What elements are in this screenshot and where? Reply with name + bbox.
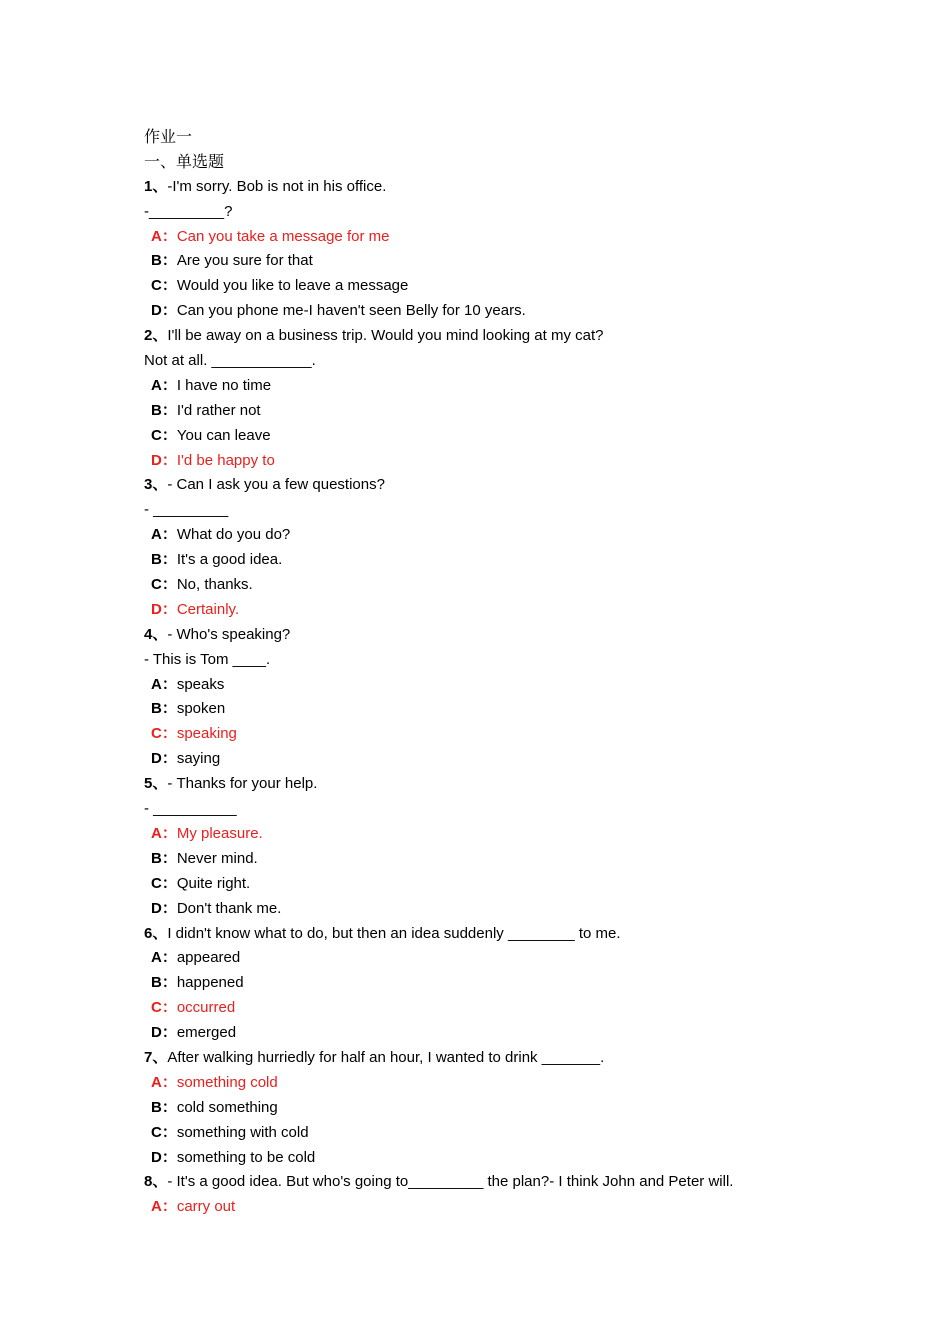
document-page: [144, 125, 844, 1220]
option-text: Are you sure for that: [176, 252, 313, 270]
answer-option: [144, 374, 844, 399]
question-number: 4、: [144, 625, 168, 643]
option-text: I'd be happy to: [176, 451, 275, 469]
option-text: carry out: [176, 1198, 236, 1216]
option-letter: B：: [151, 401, 177, 419]
question-stem: [144, 623, 844, 648]
option-text: appeared: [176, 949, 241, 967]
option-text: Never mind.: [176, 849, 258, 867]
option-text: My pleasure.: [176, 824, 263, 842]
option-text: It's a good idea.: [176, 551, 283, 569]
option-text: saying: [176, 750, 221, 768]
answer-option: [144, 822, 844, 847]
answer-option: [144, 996, 844, 1021]
option-letter: D：: [151, 600, 177, 618]
question-text: -_________?: [144, 202, 233, 220]
option-text: something to be cold: [176, 1148, 316, 1166]
answer-option: [144, 449, 844, 474]
answer-option: [144, 299, 844, 324]
answer-option: [144, 225, 844, 250]
option-text: speaking: [176, 725, 237, 743]
option-text: something with cold: [176, 1123, 309, 1141]
option-text: speaks: [176, 675, 225, 693]
option-letter: C：: [151, 999, 177, 1017]
answer-option: [144, 946, 844, 971]
question-text: -I'm sorry. Bob is not in his office.: [167, 177, 387, 195]
document-title: 作业一: [144, 127, 193, 146]
option-letter: A：: [151, 824, 177, 842]
question-stem-continued: [144, 200, 844, 225]
option-letter: D：: [151, 899, 177, 917]
question-text: After walking hurriedly for half an hour, I wanted to drink _______.: [167, 1048, 605, 1066]
option-letter: B：: [151, 974, 177, 992]
option-letter: C：: [151, 576, 177, 594]
answer-option: [144, 1121, 844, 1146]
option-letter: B：: [151, 700, 177, 718]
question-number: 3、: [144, 476, 168, 494]
answer-option: [144, 598, 844, 623]
option-text: Can you phone me-I haven't seen Belly for 10 years.: [176, 302, 526, 320]
option-text: I'd rather not: [176, 401, 261, 419]
question-text: - Who's speaking?: [167, 625, 291, 643]
option-text: Would you like to leave a message: [176, 277, 409, 295]
option-letter: A：: [151, 1198, 177, 1216]
answer-option: [144, 1195, 844, 1220]
option-text: something cold: [176, 1073, 278, 1091]
answer-option: [144, 971, 844, 996]
option-text: spoken: [176, 700, 226, 718]
option-text: No, thanks.: [176, 576, 253, 594]
answer-option: [144, 1096, 844, 1121]
question-stem: [144, 175, 844, 200]
option-letter: B：: [151, 1098, 177, 1116]
option-letter: A：: [151, 675, 177, 693]
option-letter: C：: [151, 1123, 177, 1141]
question-stem: [144, 324, 844, 349]
question-4: [144, 623, 844, 772]
question-stem: [144, 1046, 844, 1071]
answer-option: [144, 399, 844, 424]
question-7: [144, 1046, 844, 1170]
option-text: Can you take a message for me: [176, 227, 390, 245]
question-text: - It's a good idea. But who's going to_________ the plan?- I think John and Peter will.: [167, 1173, 734, 1191]
option-letter: A：: [151, 949, 177, 967]
question-number: 1、: [144, 177, 168, 195]
option-letter: A：: [151, 227, 177, 245]
question-stem-continued: [144, 797, 844, 822]
section-heading: 一、单选题: [144, 151, 225, 171]
answer-option: [144, 897, 844, 922]
question-text: - Can I ask you a few questions?: [167, 476, 385, 494]
answer-option: [144, 573, 844, 598]
option-letter: C：: [151, 725, 177, 743]
option-text: emerged: [176, 1024, 237, 1042]
answer-option: [144, 697, 844, 722]
answer-option: [144, 722, 844, 747]
option-text: You can leave: [176, 426, 271, 444]
option-letter: A：: [151, 526, 177, 544]
question-stem-continued: [144, 648, 844, 673]
question-number: 5、: [144, 775, 168, 793]
option-text: occurred: [176, 999, 236, 1017]
question-stem: [144, 473, 844, 498]
answer-option: [144, 249, 844, 274]
question-number: 2、: [144, 327, 168, 345]
answer-option: [144, 1021, 844, 1046]
question-stem: [144, 1170, 844, 1195]
answer-option: [144, 523, 844, 548]
question-text: - __________: [144, 800, 237, 818]
question-number: 7、: [144, 1048, 168, 1066]
option-text: What do you do?: [176, 526, 291, 544]
answer-option: [144, 1146, 844, 1171]
option-letter: D：: [151, 451, 177, 469]
question-1: [144, 175, 844, 324]
question-number: 6、: [144, 924, 168, 942]
question-text: - _________: [144, 501, 229, 519]
option-letter: D：: [151, 1024, 177, 1042]
question-number: 8、: [144, 1173, 168, 1191]
question-text: - This is Tom ____.: [144, 650, 271, 668]
question-text: I didn't know what to do, but then an idea suddenly ________ to me.: [167, 924, 621, 942]
question-text: Not at all. ____________.: [144, 352, 316, 370]
option-letter: B：: [151, 551, 177, 569]
option-letter: C：: [151, 426, 177, 444]
option-text: I have no time: [176, 376, 272, 394]
option-letter: C：: [151, 874, 177, 892]
answer-option: [144, 274, 844, 299]
question-stem: [144, 772, 844, 797]
option-letter: A：: [151, 1073, 177, 1091]
option-text: Quite right.: [176, 874, 251, 892]
question-list: [144, 175, 844, 1220]
option-letter: C：: [151, 277, 177, 295]
question-3: [144, 473, 844, 622]
question-text: I'll be away on a business trip. Would you mind looking at my cat?: [167, 327, 604, 345]
option-letter: B：: [151, 849, 177, 867]
question-stem-continued: [144, 498, 844, 523]
answer-option: [144, 424, 844, 449]
answer-option: [144, 1071, 844, 1096]
answer-option: [144, 747, 844, 772]
answer-option: [144, 548, 844, 573]
option-letter: D：: [151, 302, 177, 320]
question-6: [144, 922, 844, 1046]
answer-option: [144, 847, 844, 872]
answer-option: [144, 673, 844, 698]
option-text: happened: [176, 974, 244, 992]
option-text: Certainly.: [176, 600, 240, 618]
option-letter: D：: [151, 1148, 177, 1166]
question-stem: [144, 922, 844, 947]
option-text: cold something: [176, 1098, 278, 1116]
option-text: Don't thank me.: [176, 899, 282, 917]
question-8: [144, 1170, 844, 1220]
question-2: [144, 324, 844, 473]
answer-option: [144, 872, 844, 897]
option-letter: B：: [151, 252, 177, 270]
question-stem-continued: [144, 349, 844, 374]
option-letter: A：: [151, 376, 177, 394]
question-5: [144, 772, 844, 921]
question-text: - Thanks for your help.: [167, 775, 318, 793]
option-letter: D：: [151, 750, 177, 768]
